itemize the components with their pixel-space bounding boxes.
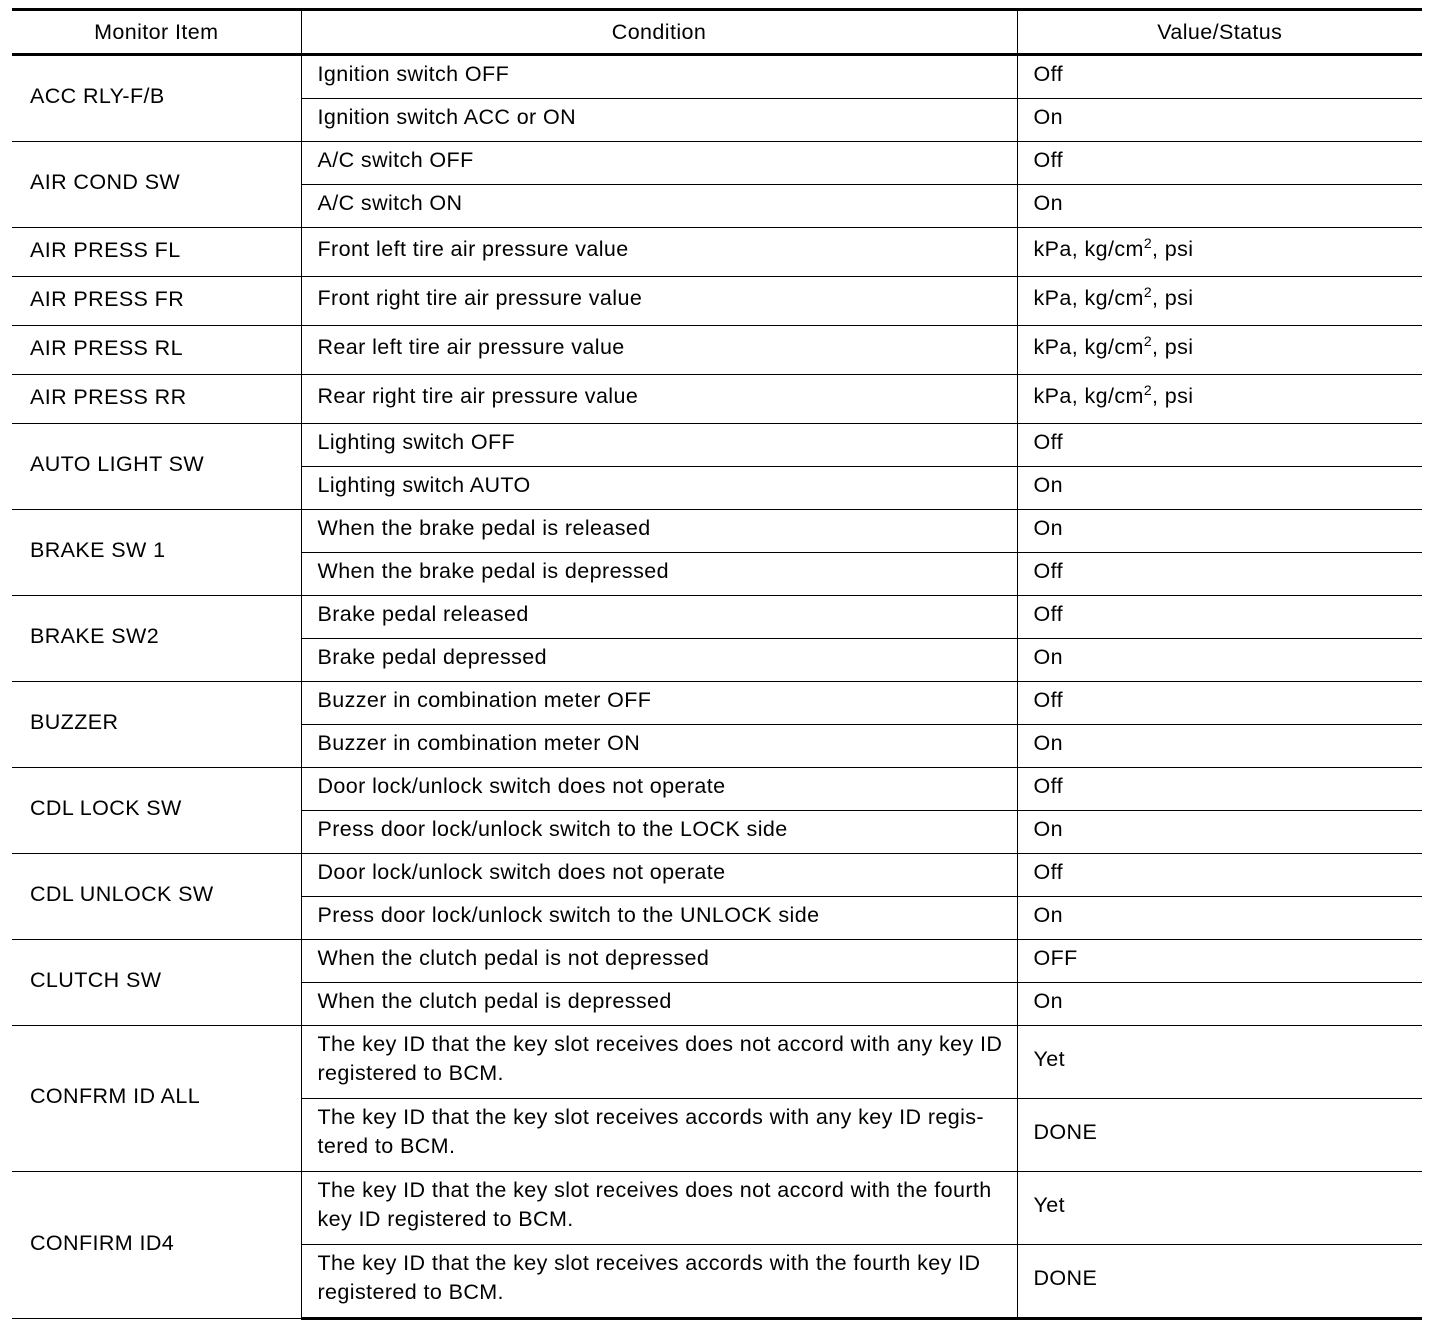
condition-cell: Brake pedal depressed bbox=[301, 639, 1017, 682]
table-body bbox=[12, 55, 1422, 1319]
condition-cell: Press door lock/unlock switch to the UNLOCK side bbox=[301, 897, 1017, 940]
condition-cell: Door lock/unlock switch does not operate bbox=[301, 768, 1017, 811]
condition-cell: Front right tire air pressure value bbox=[301, 277, 1017, 326]
value-status-cell: On bbox=[1017, 510, 1422, 553]
table-row bbox=[12, 596, 1422, 639]
value-unit-text: kPa, kg/cm bbox=[1033, 236, 1144, 261]
condition-cell: Buzzer in combination meter OFF bbox=[301, 682, 1017, 725]
monitor-item-cell: BRAKE SW2 bbox=[12, 596, 301, 682]
monitor-item-cell: BRAKE SW 1 bbox=[12, 510, 301, 596]
table-row bbox=[12, 326, 1422, 375]
monitor-item-cell: ACC RLY-F/B bbox=[12, 55, 301, 142]
monitor-item-cell: AIR COND SW bbox=[12, 142, 301, 228]
condition-cell: A/C switch ON bbox=[301, 185, 1017, 228]
condition-cell: When the clutch pedal is not depressed bbox=[301, 940, 1017, 983]
table-row bbox=[12, 424, 1422, 467]
value-unit-tail: , psi bbox=[1152, 383, 1194, 408]
monitor-item-cell: CDL UNLOCK SW bbox=[12, 854, 301, 940]
value-status-cell bbox=[1017, 375, 1422, 424]
condition-cell: Rear right tire air pressure value bbox=[301, 375, 1017, 424]
table-row bbox=[12, 1172, 1422, 1245]
value-status-cell: Off bbox=[1017, 682, 1422, 725]
condition-cell: A/C switch OFF bbox=[301, 142, 1017, 185]
value-unit-text: kPa, kg/cm bbox=[1033, 383, 1144, 408]
value-status-cell: Yet bbox=[1017, 1026, 1422, 1099]
value-unit-tail: , psi bbox=[1152, 334, 1194, 359]
monitor-item-cell: CONFRM ID ALL bbox=[12, 1026, 301, 1172]
table-row bbox=[12, 142, 1422, 185]
value-status-cell: On bbox=[1017, 725, 1422, 768]
table-row bbox=[12, 228, 1422, 277]
value-status-cell: On bbox=[1017, 467, 1422, 510]
condition-cell: Door lock/unlock switch does not operate bbox=[301, 854, 1017, 897]
value-unit-tail: , psi bbox=[1152, 236, 1194, 261]
value-unit-superscript: 2 bbox=[1143, 283, 1153, 300]
value-status-cell: Off bbox=[1017, 142, 1422, 185]
table-row bbox=[12, 375, 1422, 424]
condition-cell: Brake pedal released bbox=[301, 596, 1017, 639]
value-status-cell: Off bbox=[1017, 424, 1422, 467]
condition-cell: When the brake pedal is depressed bbox=[301, 553, 1017, 596]
monitor-item-cell: CDL LOCK SW bbox=[12, 768, 301, 854]
condition-cell: The key ID that the key slot receives accords with the fourth key ID registered to BCM. bbox=[301, 1245, 1017, 1319]
value-status-cell: Off bbox=[1017, 553, 1422, 596]
condition-cell: Ignition switch OFF bbox=[301, 55, 1017, 99]
table-row bbox=[12, 55, 1422, 99]
header-value-status: Value/Status bbox=[1017, 10, 1422, 55]
value-status-cell bbox=[1017, 228, 1422, 277]
condition-cell: The key ID that the key slot receives accords with any key ID regis-tered to BCM. bbox=[301, 1099, 1017, 1172]
condition-cell: Buzzer in combination meter ON bbox=[301, 725, 1017, 768]
value-status-cell: Off bbox=[1017, 768, 1422, 811]
value-status-cell: DONE bbox=[1017, 1245, 1422, 1319]
table-row bbox=[12, 277, 1422, 326]
value-status-cell: On bbox=[1017, 897, 1422, 940]
monitor-item-cell: AIR PRESS FL bbox=[12, 228, 301, 277]
monitor-item-table bbox=[12, 8, 1422, 1320]
value-status-cell: Off bbox=[1017, 596, 1422, 639]
monitor-item-cell: BUZZER bbox=[12, 682, 301, 768]
table-row bbox=[12, 854, 1422, 897]
monitor-item-cell: CONFIRM ID4 bbox=[12, 1172, 301, 1319]
value-status-cell: Off bbox=[1017, 55, 1422, 99]
value-unit-text: kPa, kg/cm bbox=[1033, 334, 1144, 359]
table-row bbox=[12, 682, 1422, 725]
condition-cell: Lighting switch AUTO bbox=[301, 467, 1017, 510]
value-unit-superscript: 2 bbox=[1143, 332, 1153, 349]
condition-cell: Rear left tire air pressure value bbox=[301, 326, 1017, 375]
value-status-cell: On bbox=[1017, 639, 1422, 682]
monitor-item-cell: CLUTCH SW bbox=[12, 940, 301, 1026]
monitor-item-cell: AIR PRESS RR bbox=[12, 375, 301, 424]
value-status-cell: OFF bbox=[1017, 940, 1422, 983]
value-status-cell: On bbox=[1017, 811, 1422, 854]
condition-cell: Front left tire air pressure value bbox=[301, 228, 1017, 277]
monitor-item-cell: AIR PRESS FR bbox=[12, 277, 301, 326]
condition-cell: Lighting switch OFF bbox=[301, 424, 1017, 467]
monitor-item-cell: AUTO LIGHT SW bbox=[12, 424, 301, 510]
table-row bbox=[12, 940, 1422, 983]
table-row bbox=[12, 1026, 1422, 1099]
header-condition: Condition bbox=[301, 10, 1017, 55]
value-status-cell: On bbox=[1017, 983, 1422, 1026]
table-header-row bbox=[12, 10, 1422, 55]
value-status-cell: On bbox=[1017, 185, 1422, 228]
value-unit-tail: , psi bbox=[1152, 285, 1194, 310]
condition-cell: The key ID that the key slot receives does not accord with any key ID registered to BCM. bbox=[301, 1026, 1017, 1099]
table-row bbox=[12, 768, 1422, 811]
value-unit-superscript: 2 bbox=[1143, 234, 1153, 251]
value-unit-text: kPa, kg/cm bbox=[1033, 285, 1144, 310]
value-unit-superscript: 2 bbox=[1143, 381, 1153, 398]
condition-cell: The key ID that the key slot receives does not accord with the fourth key ID registered to BCM. bbox=[301, 1172, 1017, 1245]
monitor-item-cell: AIR PRESS RL bbox=[12, 326, 301, 375]
value-status-cell: Off bbox=[1017, 854, 1422, 897]
value-status-cell: Yet bbox=[1017, 1172, 1422, 1245]
table-row bbox=[12, 510, 1422, 553]
value-status-cell: On bbox=[1017, 99, 1422, 142]
condition-cell: When the brake pedal is released bbox=[301, 510, 1017, 553]
condition-cell: When the clutch pedal is depressed bbox=[301, 983, 1017, 1026]
condition-cell: Press door lock/unlock switch to the LOCK side bbox=[301, 811, 1017, 854]
value-status-cell bbox=[1017, 326, 1422, 375]
condition-cell: Ignition switch ACC or ON bbox=[301, 99, 1017, 142]
value-status-cell: DONE bbox=[1017, 1099, 1422, 1172]
value-status-cell bbox=[1017, 277, 1422, 326]
header-monitor-item: Monitor Item bbox=[12, 10, 301, 55]
